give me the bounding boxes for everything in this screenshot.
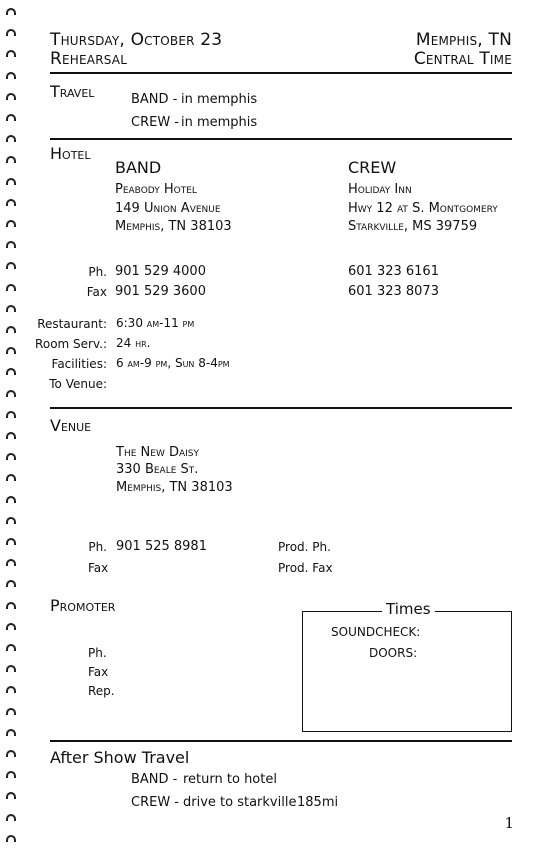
restaurant-hours: 6:30 am-11 pm <box>116 316 195 330</box>
binding-ring <box>6 347 16 354</box>
promoter-divider <box>50 740 512 742</box>
binding-ring <box>6 729 16 736</box>
page-number: 1 <box>504 814 514 832</box>
restaurant-label: Restaurant: <box>37 317 107 331</box>
aftershow-title: After Show Travel <box>50 748 190 767</box>
hotel-band-header: BAND <box>115 158 162 177</box>
travel-divider <box>50 138 512 140</box>
binding-ring <box>6 305 16 312</box>
hotel-crew-header: CREW <box>348 158 397 177</box>
header-divider <box>50 72 512 74</box>
venue-address: 330 Beale St. <box>116 462 199 477</box>
event-type: Rehearsal <box>50 49 128 69</box>
binding-ring <box>6 411 16 418</box>
hotel-crew-address: Hwy 12 at S. Montgomery <box>348 201 498 216</box>
binding-ring <box>6 453 16 460</box>
binding-ring <box>6 390 16 397</box>
promoter-title: Promoter <box>50 596 116 615</box>
facilities-hours: 6 am-9 pm, Sun 8-4pm <box>116 356 230 370</box>
promoter-rep-label: Rep. <box>88 684 115 698</box>
binding-ring <box>6 29 16 36</box>
binding-ring <box>6 750 16 757</box>
hotel-band-fax: 901 529 3600 <box>115 284 206 299</box>
travel-title: Travel <box>50 82 95 101</box>
aftershow-band-value: return to hotel <box>183 772 277 787</box>
facilities-label: Facilities: <box>51 357 107 371</box>
soundcheck-label: SOUNDCHECK: <box>331 625 421 639</box>
hotel-band-phone: 901 529 4000 <box>115 264 206 279</box>
binding-ring <box>6 50 16 57</box>
binding-ring <box>6 496 16 503</box>
binding-ring <box>6 814 16 821</box>
binding-ring <box>6 241 16 248</box>
binding-ring <box>6 708 16 715</box>
binding-ring <box>6 72 16 79</box>
hotel-fax-label: Fax <box>86 285 107 299</box>
hotel-crew-city: Starkville, MS 39759 <box>348 219 478 234</box>
doors-label: DOORS: <box>369 646 418 660</box>
binding-ring <box>6 432 16 439</box>
binding-ring <box>6 8 16 15</box>
venue-phone: 901 525 8981 <box>116 539 207 554</box>
binding-ring <box>6 474 16 481</box>
binding-ring <box>6 665 16 672</box>
venue-prodph-label: Prod. Ph. <box>278 540 331 554</box>
binding-ring <box>6 580 16 587</box>
binding-ring <box>6 135 16 142</box>
travel-crew-value: in memphis <box>181 115 258 130</box>
hotel-ph-label: Ph. <box>88 265 107 279</box>
times-title: Times <box>382 602 435 617</box>
binding-ring <box>6 538 16 545</box>
aftershow-band-label: BAND - <box>131 772 178 787</box>
aftershow-crew-value: drive to starkville <box>183 795 297 810</box>
binding-ring <box>6 220 16 227</box>
venue-city: Memphis, TN 38103 <box>116 480 233 495</box>
aftershow-crew-distance: 185mi <box>297 795 339 810</box>
binding-ring <box>6 199 16 206</box>
roomservice-hours: 24 hr. <box>116 336 151 350</box>
venue-fax-label: Fax <box>88 561 109 575</box>
binding-ring <box>6 835 16 842</box>
promoter-fax-label: Fax <box>88 665 109 679</box>
tovenue-label: To Venue: <box>49 377 107 391</box>
binding-ring <box>6 559 16 566</box>
hotel-title: Hotel <box>50 144 91 163</box>
binding-ring <box>6 644 16 651</box>
travel-band-label: BAND - <box>131 92 178 107</box>
binding-ring <box>6 114 16 121</box>
binding-ring <box>6 284 16 291</box>
binding-ring <box>6 326 16 333</box>
binding-ring <box>6 368 16 375</box>
binding-ring <box>6 93 16 100</box>
date-heading: Thursday, October 23 <box>50 30 223 50</box>
hotel-crew-phone: 601 323 6161 <box>348 264 439 279</box>
hotel-band-address: 149 Union Avenue <box>115 201 221 216</box>
venue-ph-label: Ph. <box>88 540 107 554</box>
venue-prodfax-label: Prod. Fax <box>278 561 333 575</box>
aftershow-crew-label: CREW - <box>131 795 180 810</box>
roomservice-label: Room Serv.: <box>35 337 107 351</box>
city-heading: Memphis, TN <box>415 30 512 50</box>
hotel-band-city: Memphis, TN 38103 <box>115 219 232 234</box>
binding-ring <box>6 156 16 163</box>
binding-ring <box>6 517 16 524</box>
travel-band-value: in memphis <box>181 92 258 107</box>
hotel-band-name: Peabody Hotel <box>115 182 197 197</box>
binding-ring <box>6 623 16 630</box>
binding-ring <box>6 178 16 185</box>
binding-ring <box>6 792 16 799</box>
binding-ring <box>6 602 16 609</box>
promoter-ph-label: Ph. <box>88 646 107 660</box>
venue-title: Venue <box>50 416 92 435</box>
binding-ring <box>6 262 16 269</box>
hotel-crew-name: Holiday Inn <box>348 182 412 197</box>
timezone-heading: Central Time <box>413 49 512 69</box>
binding-ring <box>6 771 16 778</box>
hotel-divider <box>50 407 512 409</box>
venue-name: The New Daisy <box>116 445 200 460</box>
hotel-crew-fax: 601 323 8073 <box>348 284 439 299</box>
binding-ring <box>6 686 16 693</box>
travel-crew-label: CREW - <box>131 115 180 130</box>
